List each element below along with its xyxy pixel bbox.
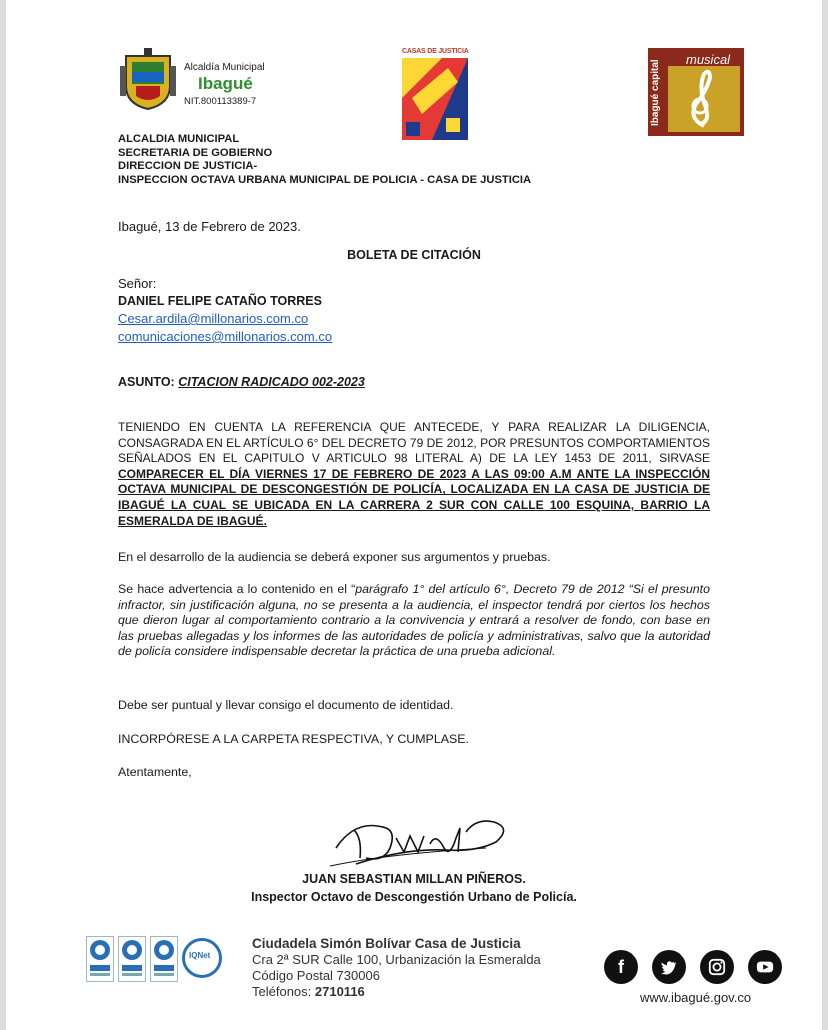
document-page: [6, 0, 822, 1030]
header-line: ALCALDIA MUNICIPAL: [118, 133, 240, 145]
social-links: [604, 950, 782, 988]
musical-word: musical: [686, 52, 731, 67]
punctuality-paragraph: Debe ser puntual y llevar consigo el documento de identidad.: [118, 698, 454, 712]
recipient-email-link[interactable]: comunicaciones@millonarios.com.co: [118, 329, 333, 344]
citation-paragraph: [118, 420, 710, 529]
recipient-email-link[interactable]: Cesar.ardila@millonarios.com.co: [118, 311, 309, 326]
header-line: DIRECCION DE JUSTICIA-: [118, 160, 258, 172]
subject-value: CITACION RADICADO 002-2023: [178, 375, 365, 389]
logo-nit: NIT.800113389-7: [184, 96, 257, 107]
casas-justicia-icon: [402, 58, 468, 140]
header-line: SECRETARIA DE GOBIERNO: [118, 146, 273, 159]
salutation: Señor:: [118, 276, 157, 291]
iso-cert-icon: [86, 936, 114, 982]
iso-cert-icon: [118, 936, 146, 982]
casas-justicia-logo: [402, 48, 468, 140]
facebook-icon[interactable]: f: [604, 950, 638, 984]
ibague-shield-icon: [118, 46, 178, 110]
signer-name: JUAN SEBASTIAN MILLAN PIÑEROS.: [302, 872, 526, 886]
instagram-icon[interactable]: [700, 950, 734, 984]
closing: Atentamente,: [118, 765, 192, 779]
footer-address: [252, 936, 541, 1000]
postal-code: Código Postal 730006: [252, 968, 380, 983]
phone-label: Teléfonos:: [252, 984, 312, 999]
youtube-icon[interactable]: [748, 950, 782, 984]
logo-line1: Alcaldía Municipal: [184, 62, 265, 73]
iqnet-icon: [182, 938, 222, 978]
subject-label: ASUNTO:: [118, 375, 175, 389]
warning-quote: parágrafo 1° del artículo 6°, Decreto 79 de 2012 “Si el presunto infractor, sin justificación alguna, no se presenta a la audiencia, el inspector tendrá por ciertos los hechos que dieron lugar al comportamiento contrario a la convivencia y entrará a resolver de fondo, con base en las pruebas allegadas y los informes de las autoridades de policía y administrativas, salvo que la autoridad de policía considere indispensable decretar la práctica de una prueba adicional.: [118, 582, 710, 659]
ibague-musical-logo: [648, 48, 744, 136]
iso-cert-icon: [150, 936, 178, 982]
website-link[interactable]: www.ibagué.gov.co: [640, 990, 752, 1005]
musical-side-text: Ibagué capital: [650, 59, 661, 126]
incorporate-paragraph: INCORPÓRESE A LA CARPETA RESPECTIVA, Y CUMPLASE.: [118, 732, 469, 746]
warning-paragraph: [118, 582, 710, 660]
casas-caption: CASAS DE JUSTICIA: [402, 48, 469, 55]
warning-intro: Se hace advertencia a lo contenido en el “: [118, 582, 356, 596]
citation-appointment: COMPARECER EL DÍA VIERNES 17 DE FEBRERO DE 2023 A LAS 09:00 A.M ANTE LA INSPECCIÓN OCTAVA MUNICIPAL DE DESCONGESTIÓN DE POLICÍA, LOCALIZADA EN LA CASA DE JUSTICIA DE IBAGUÉ LA CUAL SE UBICADA EN LA CARRERA 2 SUR CON CALLE 100 ESQUINA, BARRIO LA ESMERALDA DE IBAGUÉ.: [118, 466, 710, 528]
phone-value: 2710116: [314, 984, 365, 999]
header-line: INSPECCION OCTAVA URBANA MUNICIPAL DE POLICIA - CASA DE JUSTICIA: [118, 173, 532, 186]
address-title: Ciudadela Simón Bolívar Casa de Justicia: [252, 936, 521, 951]
iqnet-label: IQNet: [189, 951, 211, 960]
phone-line: [252, 984, 541, 1000]
document-title: BOLETA DE CITACIÓN: [347, 248, 481, 262]
address-line: Cra 2ª SUR Calle 100, Urbanización la Esmeralda: [252, 952, 541, 967]
letter-date: Ibagué, 13 de Febrero de 2023.: [118, 219, 301, 234]
twitter-icon[interactable]: [652, 950, 686, 984]
alcaldia-ibague-logo: [118, 46, 293, 110]
signer-title: Inspector Octavo de Descongestión Urbano de Policía.: [251, 890, 577, 904]
hearing-paragraph: En el desarrollo de la audiencia se deberá exponer sus argumentos y pruebas.: [118, 550, 551, 564]
citation-intro: TENIENDO EN CUENTA LA REFERENCIA QUE ANTECEDE, Y PARA REALIZAR LA DILIGENCIA, CONSAGRADA EN EL ARTÍCULO 6° DEL DECRETO 79 DE 2012, POR PRESUNTOS COMPORTAMIENTOS SEÑALADOS EN EL CAPITULO V ARTICULO 98 LITERAL A) DE LA LEY 1453 DE 2011, SIRVASE: [118, 420, 710, 466]
certification-badges: [86, 936, 218, 984]
recipient-name: DANIEL FELIPE CATAÑO TORRES: [118, 294, 322, 308]
subject-line: [118, 375, 365, 389]
logo-city-name: Ibagué: [198, 74, 253, 93]
signature-image: [326, 808, 516, 870]
issuer-header: [118, 133, 531, 187]
